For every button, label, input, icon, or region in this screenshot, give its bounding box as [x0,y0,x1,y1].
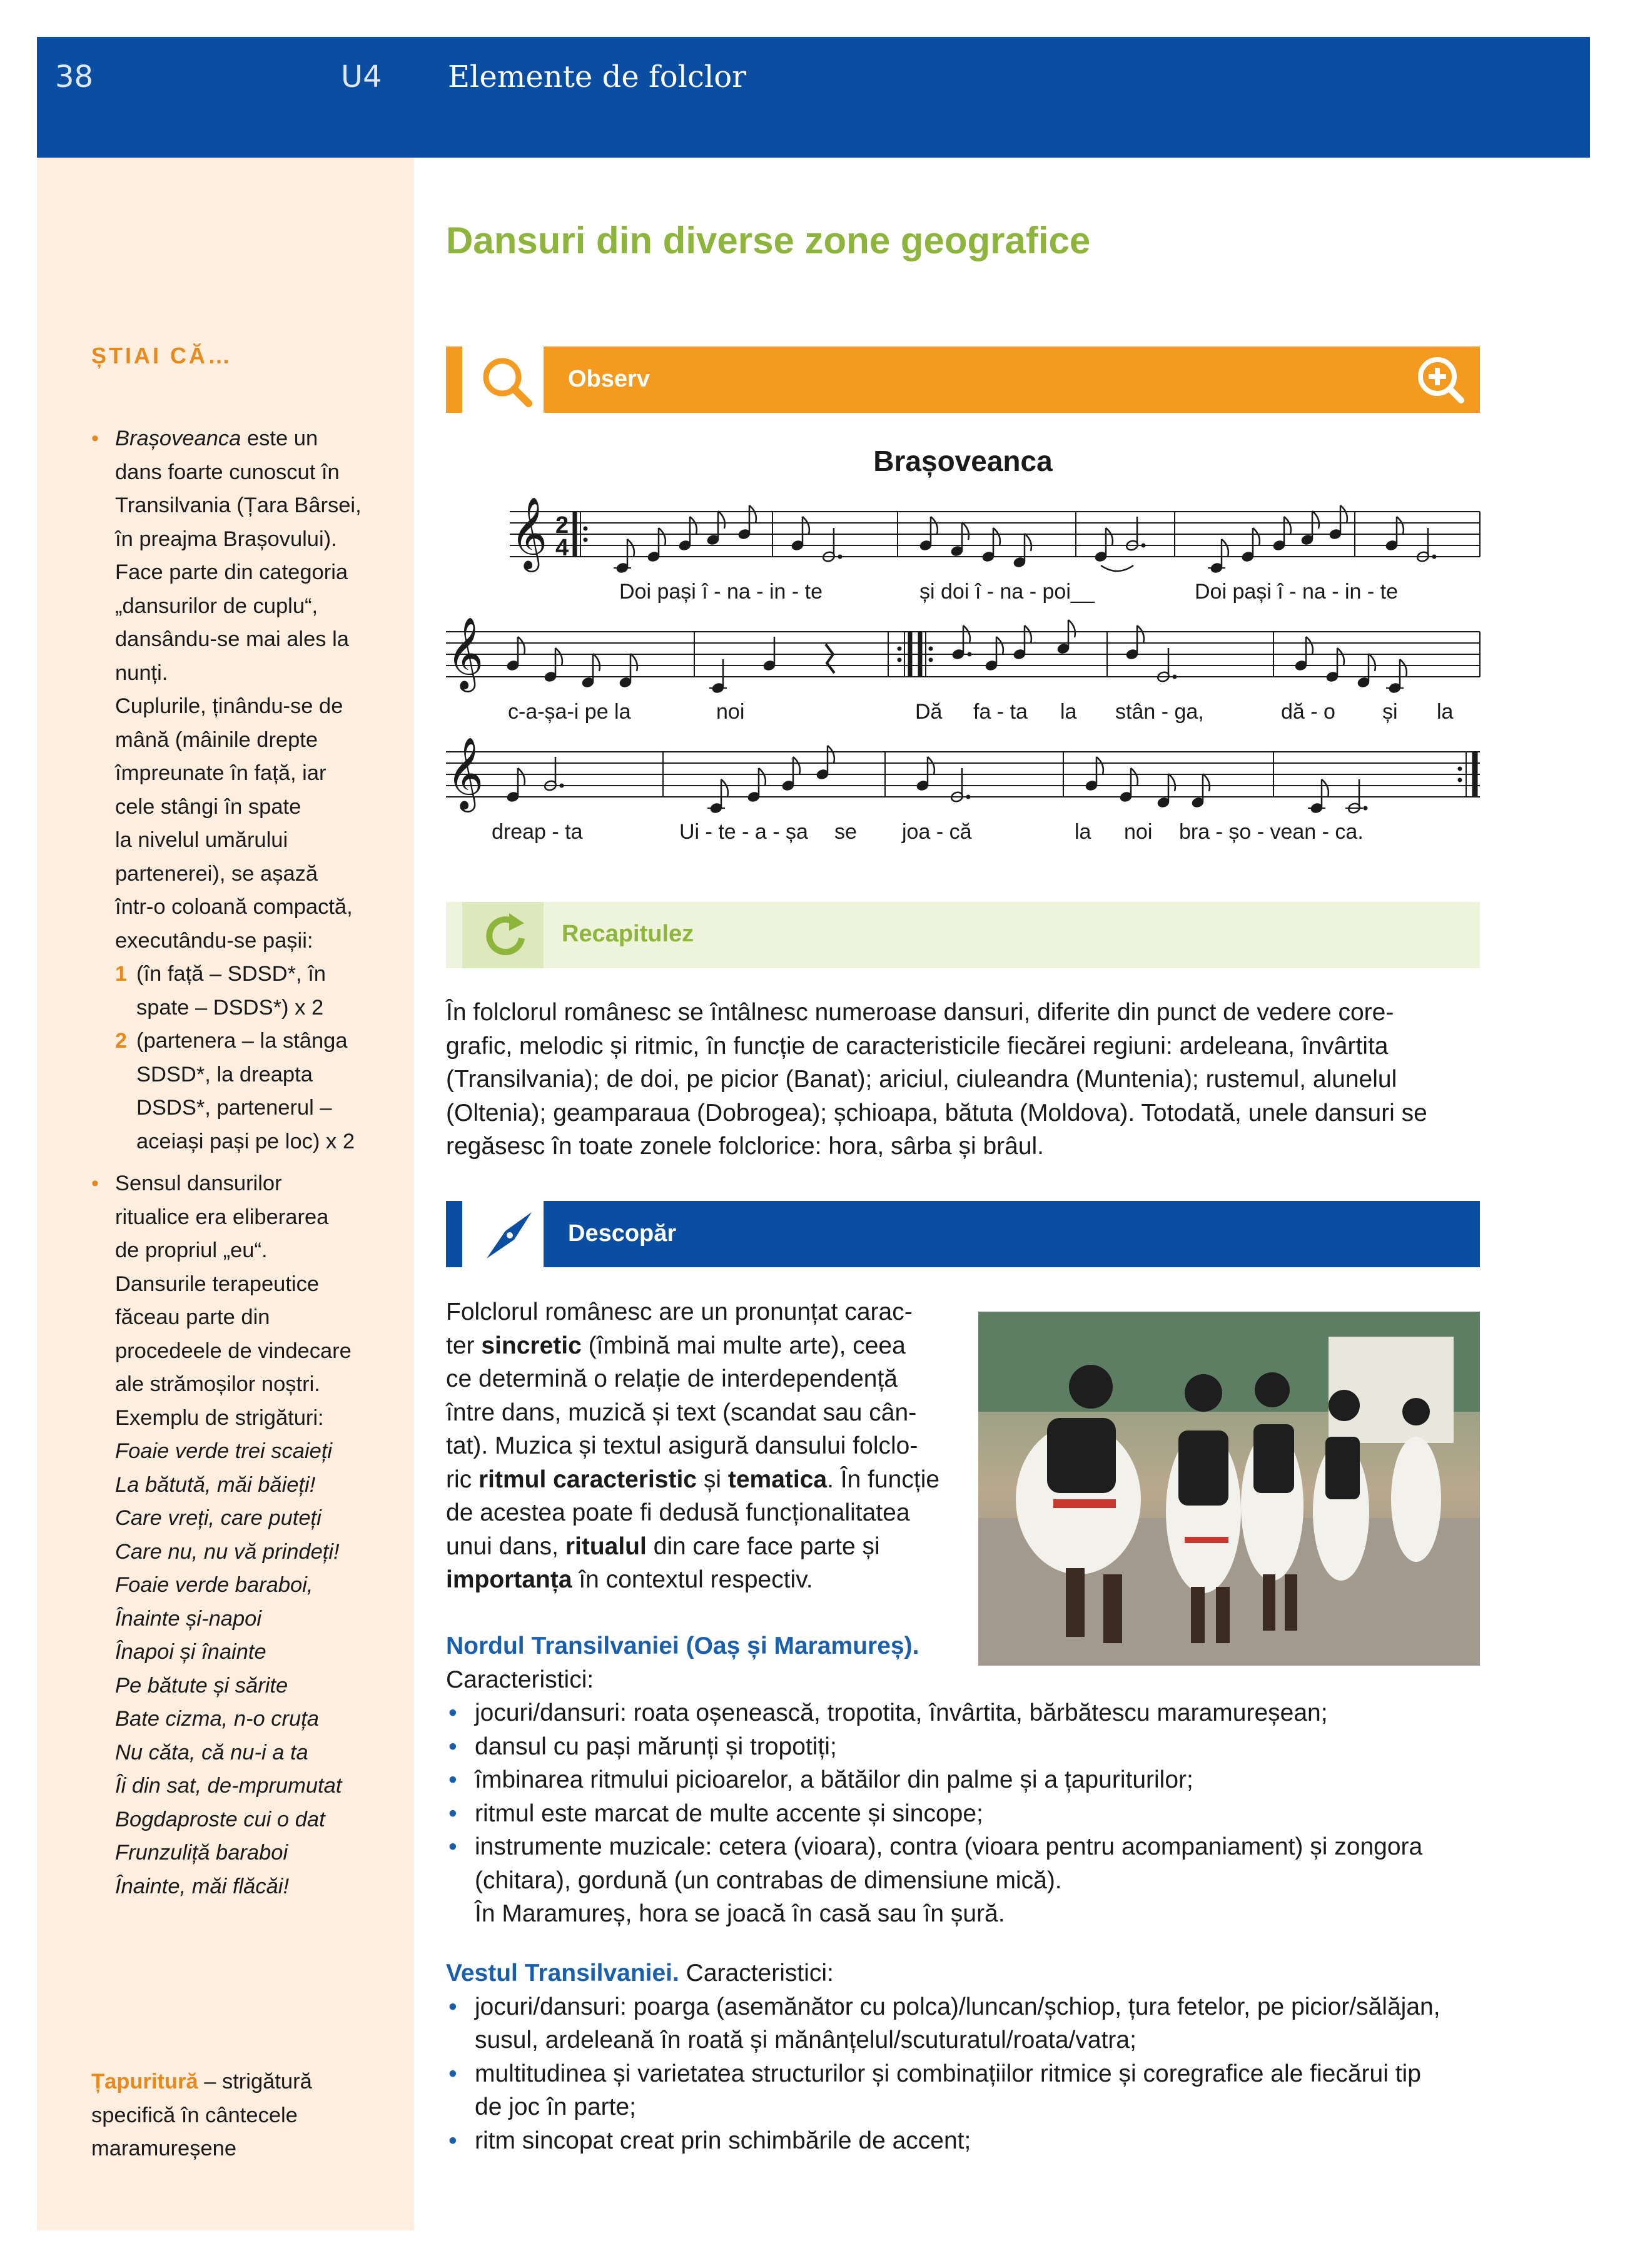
note-flag [1369,654,1375,671]
descopar-line [446,1530,946,1564]
note-flag [1025,534,1031,551]
section-title: Dansuri din diverse zone geografice [446,220,1091,261]
note-dot [560,784,564,787]
poem-line: Care nu, nu vă prindeți! [115,1539,340,1564]
recap-line: regăsesc în toate zonele folclorice: hora, sârba și brâul. [446,1133,1045,1160]
note-flag [962,522,969,540]
lyrics-row-3: la [1075,820,1091,844]
bold-term: tematica [727,1466,828,1493]
list-line: dansul cu pași mărunți și tropotiți; [475,1733,837,1760]
sheet-music [438,488,1489,876]
sidebar-line: la nivelul umărului [115,828,288,852]
lyrics-row-3: dreap - ta [492,820,583,844]
sidebar-footnote [91,2065,404,2166]
poem-line: Bogdaproste cui o dat [115,1807,325,1831]
text-run: unui dans, [446,1532,565,1560]
descopar-line [446,1295,946,1329]
text-run: ter [446,1332,482,1359]
poem-line: Frunzuliță baraboi [115,1841,288,1865]
poem-line: Înapoi și înainte [115,1640,266,1664]
recap-line: (Transilvania); de doi, pe picior (Banat); ariciul, ciuleandra (Muntenia); rustemul, alunelul [446,1066,1397,1093]
bullet-icon: • [91,1172,99,1195]
west-transylvania-section [446,1957,1480,2157]
bullet-icon: • [448,2060,457,2087]
note-flag [1137,625,1144,643]
sidebar-line: Exemplu de strigături: [115,1405,324,1430]
sidebar-line: ale strămoșilor noștri. [115,1372,320,1396]
list-line: (chitara), gordună (un contrabas de dimensiune mică). [475,1866,1062,1894]
sidebar-line: împreunate în față, iar [115,761,327,785]
list-line: instrumente muzicale: cetera (vioara), contra (vioara pentru acompaniament) și zongora [475,1833,1423,1860]
list-item [446,1763,1480,1797]
poem-line: Înainte și-napoi [115,1606,261,1631]
rest-icon [826,644,834,673]
note-flag [1203,774,1210,791]
sidebar-line: Face parte din categoria [115,560,348,584]
sidebar-line: aceiași pași pe loc) x 2 [136,1129,355,1153]
sidebar-content [91,422,398,1903]
sidebar-line: partenerei), se așază [115,861,318,886]
text-run: între dans, muzică și text (scandat sau cân- [446,1399,917,1426]
sidebar-bullet-1 [91,422,398,1158]
sidebar-line: mână (mâinile drepte [115,727,318,752]
observ-label: Observ [568,366,650,392]
bullet-icon: • [448,2127,457,2154]
lyrics-row-1-a: Doi pași î - na - in - te [619,580,823,604]
note-flag [1306,637,1313,654]
list-line: ritm sincopat creat prin schimbările de accent; [475,2127,971,2154]
sidebar-line: spate – DSDS*) x 2 [136,995,324,1020]
lyrics-row-2: noi [716,700,745,724]
bold-term: sincretic [481,1332,582,1359]
note-flag [721,779,728,797]
song-title: Brașoveanca [873,445,1053,477]
list-line: ritmul este marcat de multe accente și sincope; [475,1800,983,1827]
bullet-icon: • [448,1733,457,1760]
sidebar-line: Sensul dansurilor [115,1172,282,1195]
lyrics-row-2: la [1060,700,1077,724]
step-number: 2 [115,1029,127,1053]
bullet-icon: • [448,1699,457,1726]
descopar-line [446,1362,946,1396]
sidebar-line: ritualice era eliberarea [115,1205,329,1229]
note-flag [1312,511,1319,529]
unit-label: U4 [341,59,382,94]
note-flag [627,539,634,557]
note-flag [1253,528,1260,545]
note-flag [1106,528,1113,545]
lyrics-row-3: joa - că [902,820,972,844]
sidebar-line: „dansurilor de cuplu“, [115,594,318,618]
text-run: tat). Muzica și textul asigură dansului folclo- [446,1432,918,1459]
sidebar-line: în preajma Brașovului). [115,527,337,551]
note-flag [1400,659,1407,677]
north-transylvania-section [446,1629,1480,1931]
bullet-icon: • [91,427,99,450]
sidebar-line: nunți. [115,661,168,685]
brasoveanca-term: Brașoveanca [115,427,241,450]
sidebar-line: făceau parte din [115,1305,270,1329]
bold-term: ritmul caracteristic [478,1466,697,1493]
list-item [446,2057,1480,2124]
sidebar-line: este un [241,427,318,450]
text-run: ce determină o relație de interdependență [446,1365,898,1392]
note-flag [1284,517,1291,534]
descopar-line [446,1496,946,1530]
recap-label: Recapitulez [562,921,694,947]
poem-line: Nu căta, că nu-i a ta [115,1740,308,1764]
note-flag [555,648,562,666]
bold-term: importanța [446,1566,572,1593]
sidebar-line: Cuplurile, ținându-se de [115,694,343,718]
text-run: Folclorul românesc are un pronunțat carac- [446,1299,913,1325]
poem-line: La bătută, măi băieți! [115,1472,316,1497]
lyrics-row-1-c: Doi pași î - na - in - te [1195,580,1399,604]
list-line: de joc în parte; [475,2093,636,2120]
note-flag [1322,779,1329,797]
note-flag [996,637,1003,654]
bullet-icon: • [448,1993,457,2020]
footnote-line: – strigătură [198,2070,312,2093]
list-item [446,2124,1480,2158]
lyrics-row-2: Dă [915,700,943,724]
step-number: 1 [115,962,127,986]
poem-line: Îi din sat, de-mprumutat [115,1774,342,1798]
note-flag [931,517,938,534]
note-flag [1337,648,1344,666]
poem-line: Bate cizma, n-o cruța [115,1707,319,1731]
region-heading: Vestul Transilvaniei. [446,1960,679,1987]
note-flag [518,768,525,786]
note-flag [718,511,725,529]
svg-text:2: 2 [555,512,569,539]
list-item [446,1830,1480,1931]
note-flag [1096,757,1103,774]
magnifier-icon [477,353,537,410]
section-heading [446,1957,1480,1990]
section-heading [446,1629,1480,1663]
sidebar-line: Dansurile terapeutice [115,1272,320,1296]
descopar-paragraph [446,1295,946,1597]
recap-line: (Oltenia); geamparaua (Dobrogea); șchioapa, bătuta (Moldova). Totodată, unele dansuri se [446,1099,1427,1126]
list-line: jocuri/dansuri: roata oșenească, tropotita, învârtita, bărbătescu maramureșean; [475,1699,1328,1726]
list-line: multitudinea și varietatea structurilor și combinațiilor ritmice și coregrafice ale fiecărui tip [475,2060,1421,2087]
lyrics-row-2: c-a-șa-i pe la [508,700,631,724]
recap-line: grafic, melodic și ritmic, în funcție de caracteristicile fiecărei regiuni: ardeleana, învârtita [446,1032,1389,1060]
page-header [37,37,1590,158]
lyrics-row-2: dă - o [1281,700,1335,724]
sidebar-line: într-o coloană compactă, [115,895,353,919]
note-dot [1364,806,1367,810]
text-run: în contextul respectiv. [572,1566,813,1593]
region-heading: Nordul Transilvaniei (Oaș și Maramureș). [446,1633,919,1659]
sidebar-text [91,422,398,1903]
footnote-line: specifică în cântecele [91,2103,298,2127]
zoom-in-icon[interactable] [1415,354,1466,408]
note-dot [966,795,970,799]
list-item [446,1990,1480,2057]
list-line: În Maramureș, hora se joacă în casă sau în șură. [475,1900,1005,1927]
tie [1101,565,1133,571]
footnote-line: maramureșene [91,2137,237,2160]
descopar-line [446,1329,946,1363]
poem-line: Care vreți, care puteți [115,1506,321,1530]
poem-line: Foaie verde baraboi, [115,1573,313,1597]
sidebar-line: executându-se pașii: [115,928,313,953]
list-item [446,1797,1480,1831]
text-run: (îmbină mai multe arte), ceea [581,1332,906,1359]
text-run: din care face parte și [646,1532,880,1560]
recap-line: În folclorul românesc se întâlnesc numeroase dansuri, diferite din punct de vedere core- [446,999,1394,1026]
descopar-line [446,1396,946,1430]
lyrics-row-3: noi [1124,820,1153,844]
sidebar-line: cele stângi în spate [115,794,301,819]
treble-clef-icon: 𝄞 [510,498,548,568]
list-line: susul, ardeleană în roată și mănânțelul/scuturatul/roata/vatra; [475,2027,1136,2053]
note-flag [1168,774,1175,791]
sidebar-line: SDSD*, la dreapta [136,1062,313,1086]
note-flag [659,528,666,545]
note-flag [828,746,834,763]
note-flag [749,505,756,523]
note-flag [928,757,934,774]
sidebar-line: (partenera – la stânga [136,1029,348,1053]
note-flag [993,528,1000,545]
sidebar-bullet-2 [91,1167,398,1903]
characteristics-label: Caracteristici: [679,1960,834,1987]
text-run: ric [446,1466,478,1493]
music-notes [506,505,1436,814]
folk-dancers-photo [978,1312,1480,1666]
text-run: de acestea poate fi dedusă funcționalitatea [446,1499,910,1526]
descopar-line [446,1463,946,1497]
sidebar-step [115,958,398,1025]
sidebar-step [115,1025,398,1158]
poem-line: Foaie verde trei scaieți [115,1439,333,1463]
list-item [446,1696,1480,1730]
sidebar-title: ȘTIAI CĂ… [91,343,233,368]
sidebar-line: procedeele de vindecare [115,1339,352,1363]
note-flag [1068,620,1075,637]
lyrics-row-2: și [1382,700,1398,724]
staff-3 [446,752,1480,797]
sidebar-line: dans foarte cunoscut în [115,460,340,484]
recap-paragraph [446,996,1480,1163]
note-dot [838,555,842,559]
note-flag [793,757,800,774]
note-flag [1025,625,1031,643]
note-flag [963,625,970,643]
bold-term: ritualul [565,1532,647,1560]
sidebar-line: de propriul „eu“. [115,1238,268,1262]
note-flag [1131,768,1138,786]
compass-icon [482,1207,538,1267]
note-flag [690,517,697,534]
note-flag [1222,539,1228,557]
sidebar-line: Transilvania (Țara Bârsei, [115,494,362,517]
note-flag [1397,517,1404,534]
note-dot [1432,555,1436,559]
sidebar-line: dansându-se mai ales la [115,627,349,651]
note-flag [1340,505,1347,523]
lyrics-row-3: se [834,820,857,844]
bullet-icon: • [448,1800,457,1827]
poem-line: Înainte, măi flăcăi! [115,1874,290,1898]
list-line: îmbinarea ritmului picioarelor, a bătăilor din palme și a țapuriturilor; [475,1766,1193,1793]
bullet-icon: • [448,1766,457,1793]
lyrics-row-2: la [1437,700,1454,724]
descopar-label: Descopăr [568,1220,677,1247]
lyrics-row-3: bra - șo - vean - ca. [1179,820,1364,844]
note-flag [518,637,525,654]
note-flag [759,768,766,786]
descopar-line [446,1429,946,1463]
bullet-icon: • [448,1833,457,1860]
sidebar-line: DSDS*, partenerul – [136,1096,332,1120]
sidebar-line: (în față – SDSD*, în [136,962,326,986]
chapter-title: Elemente de folclor [448,59,747,94]
footnote-term: Țapuritură [91,2070,198,2093]
lyrics-row-2: fa - ta [973,700,1028,724]
treble-clef-icon: 𝄞 [447,738,484,808]
descopar-line [446,1563,946,1597]
svg-text:4: 4 [555,535,569,561]
lyrics-row-3: Ui - te - a - șa [679,820,808,844]
note-dot [968,652,971,656]
lyrics-row-2: stân - ga, [1115,700,1204,724]
note-flag [802,517,809,534]
list-item [446,1730,1480,1764]
note-flag [593,654,600,671]
lyrics-row-1-b: și doi î - na - poi__ [919,580,1095,604]
refresh-icon [483,911,530,963]
poem-line: Pe bătute și sărite [115,1673,288,1698]
note-dot [1142,544,1145,547]
characteristics-label: Caracteristici: [446,1666,594,1693]
page-number: 38 [55,59,94,94]
note-dot [1173,675,1177,679]
text-run: și [697,1466,728,1493]
note-flag [630,654,637,671]
treble-clef-icon: 𝄞 [447,618,484,688]
text-run: . În funcție [827,1466,940,1493]
list-line: jocuri/dansuri: poarga (asemănător cu polca)/luncan/șchiop, țura fetelor, pe picior/sălăjan, [475,1993,1440,2020]
